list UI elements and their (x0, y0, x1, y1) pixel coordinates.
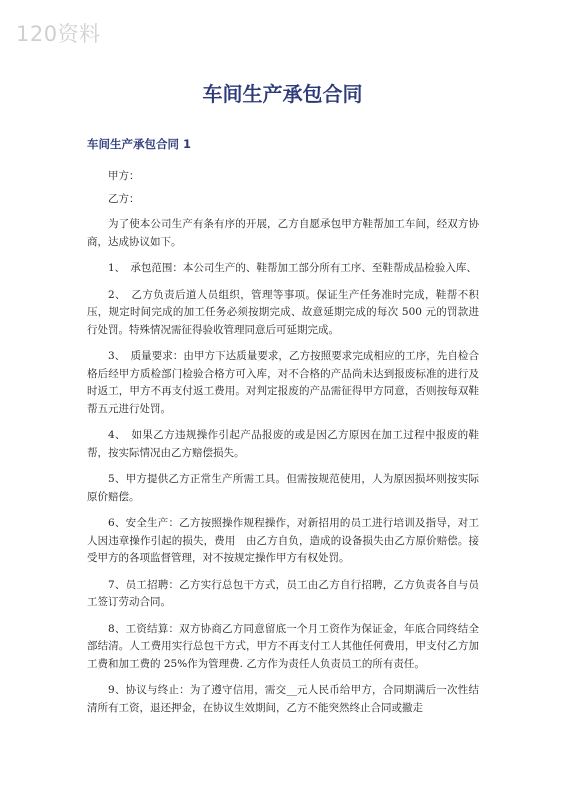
clause-5: 5、甲方提供乙方正常生产所需工具。但需按规范使用，人为原因损坏则按实际原价赔偿。 (87, 473, 479, 503)
section-heading: 车间生产承包合同 1 (87, 137, 192, 151)
party-b-line: 乙方： (108, 192, 140, 205)
clause-9: 9、协议与终止：为了遵守信用，需交__元人民币给甲方，合同期满后一次性结清所有工资，退还押金，在协议生效期间，乙方不能突然终止合同或撤走 (87, 684, 479, 714)
document-title: 车间生产承包合同 (202, 82, 363, 106)
clause-8: 8、工资结算：双方协商乙方同意留底一个月工资作为保证金，年底合同终结全部结清。人工费用实行总包干方式，甲方不再支付工人其他任何费用，甲支付乙方加工费和加工费的 25%作为管理费. 乙方作为责任人负责员工的所有责任。 (87, 622, 479, 670)
clause-2: 2、 乙方负责后道人员组织，管理等事项。保证生产任务准时完成，鞋帮不积压，规定时间完成的加工任务必须按期完成、故意延期完成的每次 500 元的罚款进行处罚。特殊情况需征得验收管理同意后可延期完成。 (87, 288, 479, 336)
clause-6: 6、安全生产：乙方按照操作规程操作，对新招用的员工进行培训及指导，对工人因违章操作引起的损失，费用 由乙方自负，造成的设备损失由乙方原价赔偿。接受甲方的各项监督管理，对不按规定操作甲方有权处罚。 (87, 517, 479, 564)
party-a-line: 甲方： (108, 170, 140, 182)
document-body (87, 168, 479, 726)
clause-4: 4、 如果乙方违规操作引起产品报废的或是因乙方原因在加工过程中报废的鞋帮，按实际情况由乙方赔偿损失。 (87, 429, 479, 459)
clause-1: 1、 承包范围：本公司生产的、鞋帮加工部分所有工序、至鞋帮成品检验入库、 (108, 262, 477, 274)
watermark-logo: 120资料 (16, 22, 101, 46)
clause-3: 3、 质量要求：由甲方下达质量要求，乙方按照要求完成相应的工序，先自检合格后经甲方质检部门检验合格方可入库，对不合格的产品尚未达到报废标准的进行及时返工，甲方不再支付返工费用。对判定报废的产品需征得甲方同意，否则按每双鞋帮五元进行处罚。 (87, 350, 479, 415)
clause-7: 7、员工招聘：乙方实行总包干方式，员工由乙方自行招聘，乙方负责各自与员工签订劳动合同。 (87, 578, 479, 608)
intro-paragraph: 为了使本公司生产有条有序的开展，乙方自愿承包甲方鞋帮加工车间，经双方协商，达成协议如下。 (87, 218, 479, 248)
